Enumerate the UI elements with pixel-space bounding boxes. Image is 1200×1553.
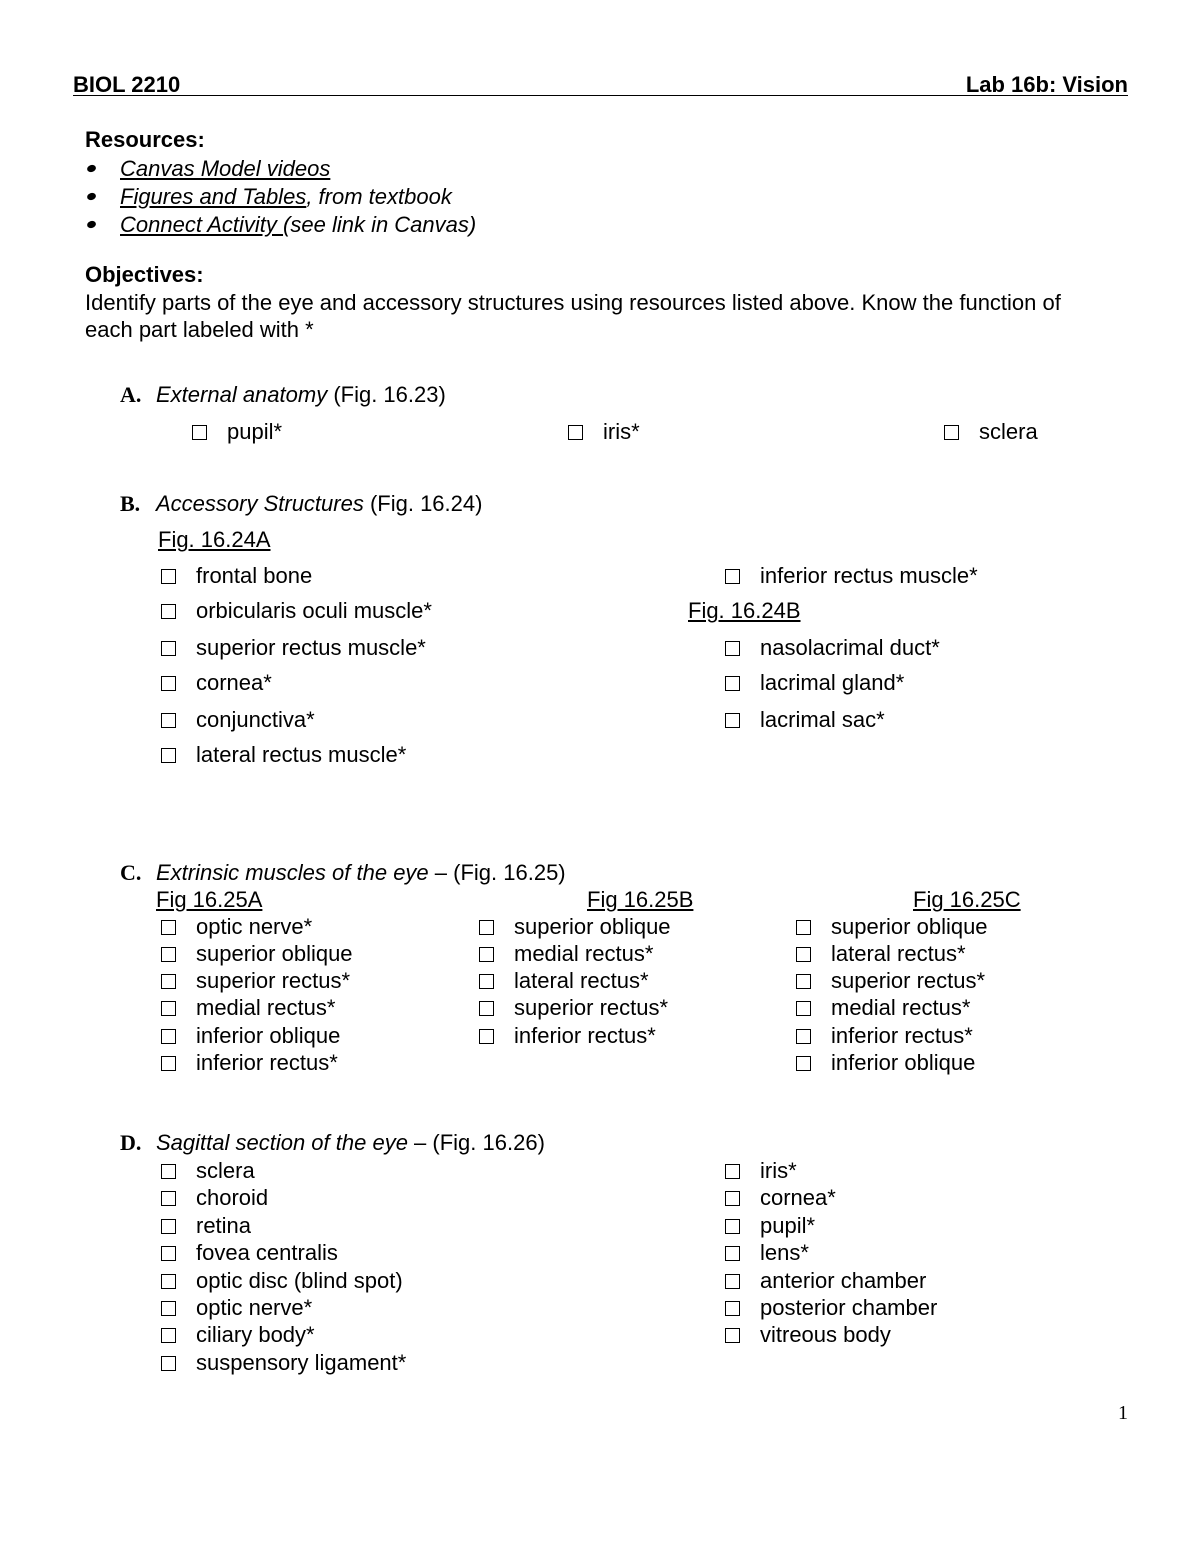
- section-c-letter: C.: [120, 860, 142, 885]
- fig-16-24b-label: Fig. 16.24B: [688, 598, 801, 623]
- checkbox[interactable]: [725, 569, 740, 584]
- section-b-letter: B.: [120, 491, 141, 516]
- resource-item: Figures and Tables, from textbook: [120, 184, 452, 209]
- checkbox[interactable]: [944, 425, 959, 440]
- checkbox[interactable]: [161, 676, 176, 691]
- checkbox[interactable]: [161, 974, 176, 989]
- section-a-letter: A.: [120, 382, 142, 407]
- checkbox[interactable]: [161, 1056, 176, 1071]
- resource-link-canvas-videos[interactable]: Canvas Model videos: [120, 156, 331, 181]
- resource-item: [120, 156, 330, 182]
- checkbox[interactable]: [161, 947, 176, 962]
- bullet-icon: [86, 220, 97, 230]
- section-d-title: Sagittal section of the eye – (Fig. 16.26): [156, 1130, 545, 1155]
- objectives-text-line2: each part labeled with *: [85, 317, 314, 342]
- checkbox[interactable]: [161, 920, 176, 935]
- checkbox[interactable]: [161, 748, 176, 763]
- course-code: BIOL 2210: [73, 72, 181, 97]
- checkbox[interactable]: [161, 1328, 176, 1343]
- fig-16-25a-label: Fig 16.25A: [156, 887, 263, 912]
- checkbox[interactable]: [161, 1356, 176, 1371]
- section-d-letter: D.: [120, 1130, 142, 1155]
- checkbox[interactable]: [161, 1029, 176, 1044]
- checkbox[interactable]: [725, 1301, 740, 1316]
- checkbox[interactable]: [725, 1219, 740, 1234]
- page-number: 1: [1118, 1402, 1128, 1424]
- checkbox[interactable]: [725, 641, 740, 656]
- checkbox[interactable]: [161, 1301, 176, 1316]
- checkbox[interactable]: [161, 1191, 176, 1206]
- section-c-title: Extrinsic muscles of the eye – (Fig. 16.25): [156, 860, 566, 885]
- section-b-title: Accessory Structures (Fig. 16.24): [156, 491, 483, 516]
- checkbox[interactable]: [479, 947, 494, 962]
- resource-link-connect-activity[interactable]: Connect Activity: [120, 212, 284, 237]
- checkbox[interactable]: [796, 947, 811, 962]
- checkbox[interactable]: [725, 1164, 740, 1179]
- checkbox[interactable]: [161, 1001, 176, 1016]
- checkbox[interactable]: [796, 1001, 811, 1016]
- checkbox[interactable]: [725, 676, 740, 691]
- checkbox[interactable]: [725, 1246, 740, 1261]
- lab-title: Lab 16b: Vision: [965, 72, 1128, 97]
- checkbox[interactable]: [796, 1056, 811, 1071]
- checkbox[interactable]: [161, 604, 176, 619]
- bullet-icon: [86, 164, 97, 174]
- checkbox[interactable]: [161, 569, 176, 584]
- checkbox[interactable]: [161, 1274, 176, 1289]
- objectives-text-line1: Identify parts of the eye and accessory structures using resources listed above. Know the function of: [85, 290, 1061, 315]
- checkbox[interactable]: [479, 1029, 494, 1044]
- fig-16-24a-label: Fig. 16.24A: [158, 527, 271, 552]
- header-rule: [73, 95, 1128, 96]
- checkbox[interactable]: [568, 425, 583, 440]
- checkbox[interactable]: [192, 425, 207, 440]
- fig-16-25b-label: Fig 16.25B: [587, 887, 694, 912]
- checkbox[interactable]: [725, 1274, 740, 1289]
- objectives-heading: Objectives:: [85, 262, 204, 287]
- bullet-icon: [86, 192, 97, 202]
- checkbox[interactable]: [161, 713, 176, 728]
- resource-item: Connect Activity (see link in Canvas): [120, 212, 477, 237]
- fig-16-25c-label: Fig 16.25C: [913, 887, 1021, 912]
- checkbox[interactable]: [479, 974, 494, 989]
- resources-heading: Resources:: [85, 127, 205, 152]
- checkbox[interactable]: [725, 1328, 740, 1343]
- checkbox[interactable]: [479, 920, 494, 935]
- checkbox[interactable]: [161, 1164, 176, 1179]
- checkbox[interactable]: [161, 641, 176, 656]
- checkbox[interactable]: [796, 920, 811, 935]
- checkbox[interactable]: [725, 1191, 740, 1206]
- checkbox[interactable]: [796, 974, 811, 989]
- section-a-title: External anatomy (Fig. 16.23): [156, 382, 446, 407]
- checkbox[interactable]: [725, 713, 740, 728]
- checkbox[interactable]: [796, 1029, 811, 1044]
- resource-link-figures-tables[interactable]: Figures and Tables: [120, 184, 307, 209]
- checkbox[interactable]: [479, 1001, 494, 1016]
- checkbox[interactable]: [161, 1219, 176, 1234]
- checkbox[interactable]: [161, 1246, 176, 1261]
